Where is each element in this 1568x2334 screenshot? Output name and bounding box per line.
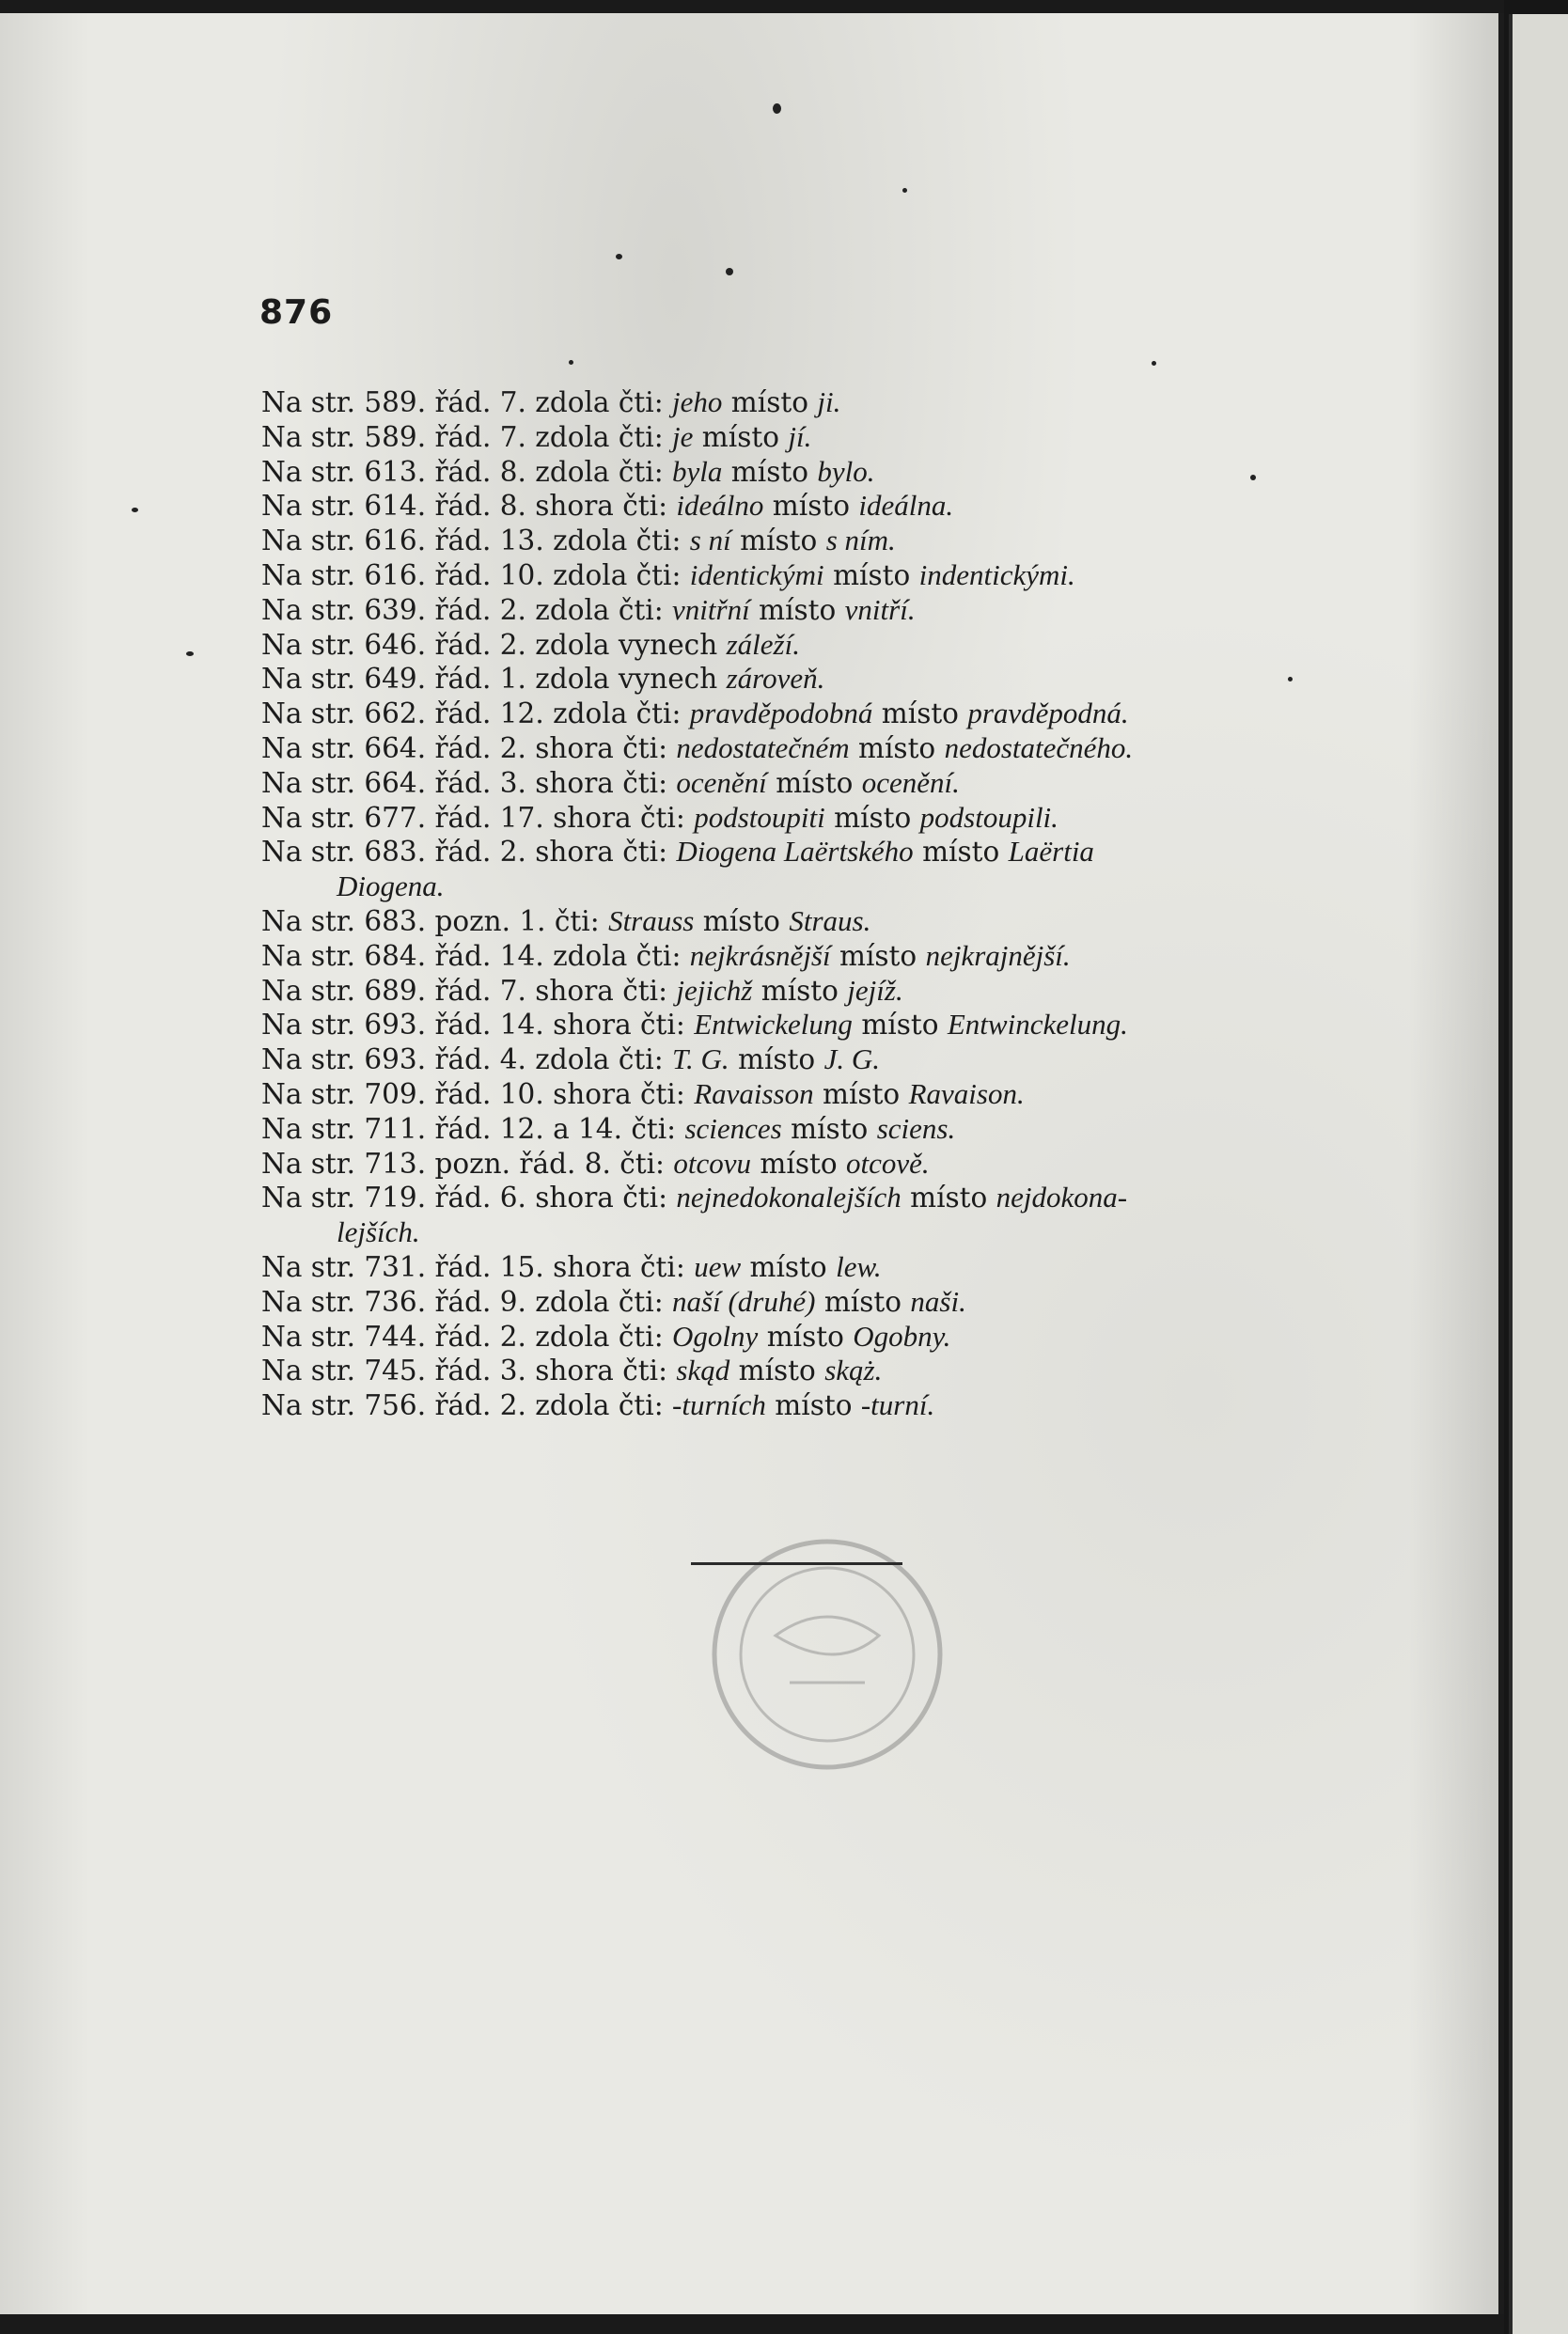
errata-correction: je: [672, 419, 694, 453]
errata-erroneous: Straus.: [789, 903, 871, 937]
errata-entry: [261, 801, 1314, 836]
errata-correction: skąd: [676, 1354, 730, 1387]
scan-speck: [616, 254, 622, 259]
errata-erroneous: Entwinckelung.: [947, 1008, 1128, 1042]
errata-entry: [261, 1388, 1314, 1423]
errata-correction: Ogolny: [672, 1319, 759, 1353]
library-stamp: [686, 1513, 968, 1795]
errata-correction: vnitřní: [672, 592, 750, 626]
errata-correction: jeho: [672, 385, 723, 418]
errata-instead-word: místo: [749, 1250, 827, 1283]
errata-instead-word: místo: [702, 904, 780, 937]
errata-erroneous: skąż.: [824, 1354, 883, 1387]
errata-erroneous: pravděpodná.: [967, 697, 1129, 730]
errata-instead-word: místo: [791, 1112, 869, 1145]
errata-reference: Na str. 589. řád. 7. zdola čti:: [261, 420, 664, 453]
errata-entry: [261, 1147, 1314, 1182]
page-number: 876: [259, 293, 334, 332]
errata-erroneous: nejdokona-: [996, 1181, 1128, 1214]
errata-erroneous: otcově.: [845, 1146, 930, 1180]
errata-instead-word: místo: [730, 386, 808, 418]
errata-instead-word: místo: [776, 766, 854, 799]
errata-entry: [261, 1354, 1314, 1388]
errata-erroneous: bylo.: [817, 454, 875, 488]
errata-erroneous: jejíž.: [847, 973, 903, 1007]
continuation-text: Diogena.: [337, 869, 445, 903]
errata-erroneous: J. G.: [823, 1042, 880, 1076]
errata-correction: T. G.: [672, 1042, 729, 1076]
errata-entry: [261, 766, 1314, 801]
errata-reference: Na str. 683. řád. 2. shora čti:: [261, 836, 668, 869]
errata-entry: [261, 974, 1314, 1009]
errata-correction: nejnedokonalejších: [676, 1181, 902, 1214]
errata-instead-word: místo: [730, 455, 808, 488]
scan-speck: [132, 508, 138, 512]
errata-instead-word: místo: [775, 1389, 853, 1422]
errata-correction: Diogena Laërtského: [676, 835, 914, 869]
errata-correction: ocenění: [676, 765, 767, 799]
errata-erroneous: indentickými.: [918, 557, 1075, 591]
errata-instead-word: místo: [760, 1147, 838, 1180]
errata-correction: sciences: [684, 1111, 782, 1145]
errata-instead-word: místo: [823, 1285, 902, 1318]
errata-instead-word: místo: [738, 1355, 816, 1387]
errata-instead-word: místo: [759, 593, 837, 626]
errata-instead-word: místo: [861, 1009, 939, 1042]
errata-correction: byla: [672, 454, 723, 488]
errata-correction: uew: [694, 1249, 742, 1283]
scan-speck: [186, 651, 194, 656]
errata-instead-word: místo: [772, 490, 850, 523]
errata-instead-word: místo: [858, 731, 936, 764]
errata-entry: [261, 558, 1314, 593]
errata-erroneous: ideálna.: [858, 489, 954, 523]
errata-reference: Na str. 689. řád. 7. shora čti:: [261, 974, 668, 1007]
errata-instead-word: místo: [823, 1077, 901, 1110]
errata-entry: [261, 628, 1314, 663]
errata-entry: [261, 593, 1314, 628]
errata-reference: Na str. 614. řád. 8. shora čti:: [261, 490, 668, 523]
errata-erroneous: nejkrajnější.: [925, 938, 1071, 972]
errata-instead-word: místo: [760, 974, 839, 1007]
errata-reference: Na str. 662. řád. 12. zdola čti:: [261, 697, 682, 730]
errata-instead-word: místo: [738, 1043, 816, 1076]
errata-reference: Na str. 677. řád. 17. shora čti:: [261, 801, 685, 834]
errata-entry: [261, 904, 1314, 939]
errata-reference: Na str. 709. řád. 10. shora čti:: [261, 1077, 685, 1110]
errata-erroneous: ji.: [817, 385, 841, 418]
errata-entry: [261, 524, 1314, 558]
adjacent-page-edge: [1509, 14, 1568, 2334]
errata-correction: pravděpodobná: [689, 697, 873, 730]
errata-erroneous: nedostatečného.: [944, 730, 1134, 764]
errata-entry: [261, 1077, 1314, 1112]
errata-reference: Na str. 719. řád. 6. shora čti:: [261, 1182, 668, 1214]
errata-reference: Na str. 649. řád. 1. zdola vynech: [261, 663, 718, 696]
errata-correction: Ravaisson: [694, 1076, 814, 1110]
errata-entry: [261, 1042, 1314, 1077]
errata-correction: -turních: [672, 1388, 766, 1422]
errata-correction: Strauss: [608, 903, 695, 937]
scan-speck: [902, 188, 907, 193]
errata-erroneous: jí.: [788, 419, 812, 453]
errata-reference: Na str. 613. řád. 8. zdola čti:: [261, 455, 664, 488]
errata-instead-word: místo: [701, 420, 779, 453]
errata-erroneous: Laërtia: [1008, 835, 1094, 869]
scan-speck: [773, 103, 781, 114]
errata-reference: Na str. 589. řád. 7. zdola čti:: [261, 386, 664, 418]
scan-speck: [726, 268, 733, 275]
errata-instead-word: místo: [833, 558, 911, 591]
errata-erroneous: podstoupili.: [919, 800, 1058, 834]
errata-correction: zároveň.: [726, 662, 825, 696]
errata-reference: Na str. 664. řád. 3. shora čti:: [261, 766, 668, 799]
errata-reference: Na str. 616. řád. 10. zdola čti:: [261, 558, 682, 591]
errata-reference: Na str. 646. řád. 2. zdola vynech: [261, 628, 718, 661]
scan-bottom-edge: [0, 2314, 1504, 2334]
scan-speck: [569, 360, 573, 365]
errata-entry: [261, 489, 1314, 524]
errata-erroneous: s ním.: [825, 524, 896, 557]
errata-reference: Na str. 684. řád. 14. zdola čti:: [261, 939, 682, 972]
errata-entry: [261, 455, 1314, 490]
scan-top-edge: [0, 0, 1504, 13]
errata-erroneous: Ogobny.: [853, 1319, 951, 1353]
errata-correction: s ní: [689, 524, 731, 557]
errata-correction: podstoupiti: [694, 800, 825, 834]
errata-erroneous: Ravaison.: [908, 1076, 1025, 1110]
errata-entry: [261, 385, 1314, 420]
errata-entry: [261, 1112, 1314, 1147]
errata-correction: naší (druhé): [672, 1284, 816, 1318]
errata-instead-word: místo: [922, 836, 1000, 869]
errata-instead-word: místo: [839, 939, 917, 972]
errata-continuation: [261, 869, 1314, 904]
errata-instead-word: místo: [766, 1320, 844, 1353]
errata-reference: Na str. 693. řád. 4. zdola čti:: [261, 1043, 664, 1076]
errata-reference: Na str. 713. pozn. řád. 8. čti:: [261, 1147, 665, 1180]
errata-reference: Na str. 639. řád. 2. zdola čti:: [261, 593, 664, 626]
errata-entry: [261, 1320, 1314, 1355]
errata-correction: otcovu: [673, 1146, 752, 1180]
errata-reference: Na str. 616. řád. 13. zdola čti:: [261, 525, 682, 557]
errata-erroneous: naši.: [910, 1284, 966, 1318]
errata-entry: [261, 835, 1314, 869]
errata-correction: Entwickelung: [694, 1008, 853, 1042]
errata-entry: [261, 1181, 1314, 1215]
errata-entry: [261, 420, 1314, 455]
errata-erroneous: vnitří.: [844, 592, 916, 626]
scan-speck: [1152, 361, 1156, 366]
errata-reference: Na str. 736. řád. 9. zdola čti:: [261, 1285, 664, 1318]
errata-entry: [261, 939, 1314, 974]
errata-entry: [261, 1285, 1314, 1320]
errata-reference: Na str. 683. pozn. 1. čti:: [261, 904, 600, 937]
errata-instead-word: místo: [881, 697, 959, 730]
errata-entry: [261, 731, 1314, 766]
errata-correction: identickými: [689, 557, 824, 591]
errata-erroneous: -turní.: [860, 1388, 935, 1422]
errata-reference: Na str. 664. řád. 2. shora čti:: [261, 731, 668, 764]
errata-entry: [261, 662, 1314, 697]
errata-correction: ideálno: [676, 489, 764, 523]
section-divider: [691, 1562, 902, 1565]
errata-erroneous: sciens.: [876, 1111, 956, 1145]
errata-instead-word: místo: [834, 801, 912, 834]
errata-correction: jejichž: [676, 973, 753, 1007]
errata-erroneous: ocenění.: [861, 765, 960, 799]
errata-correction: záleží.: [726, 627, 800, 661]
errata-instead-word: místo: [740, 525, 818, 557]
errata-reference: Na str. 711. řád. 12. a 14. čti:: [261, 1112, 677, 1145]
errata-reference: Na str. 745. řád. 3. shora čti:: [261, 1355, 668, 1387]
errata-erroneous: lew.: [836, 1249, 882, 1283]
errata-correction: nedostatečném: [676, 730, 850, 764]
errata-reference: Na str. 756. řád. 2. zdola čti:: [261, 1389, 664, 1422]
errata-reference: Na str. 744. řád. 2. zdola čti:: [261, 1320, 664, 1353]
errata-entry: [261, 1008, 1314, 1042]
errata-instead-word: místo: [910, 1182, 988, 1214]
errata-continuation: [261, 1215, 1314, 1250]
errata-reference: Na str. 693. řád. 14. shora čti:: [261, 1009, 685, 1042]
errata-entry: [261, 697, 1314, 731]
errata-entry: [261, 1250, 1314, 1285]
errata-correction: nejkrásnější: [689, 938, 831, 972]
errata-list: [261, 385, 1314, 1423]
errata-reference: Na str. 731. řád. 15. shora čti:: [261, 1250, 685, 1283]
continuation-text: lejších.: [337, 1215, 420, 1249]
